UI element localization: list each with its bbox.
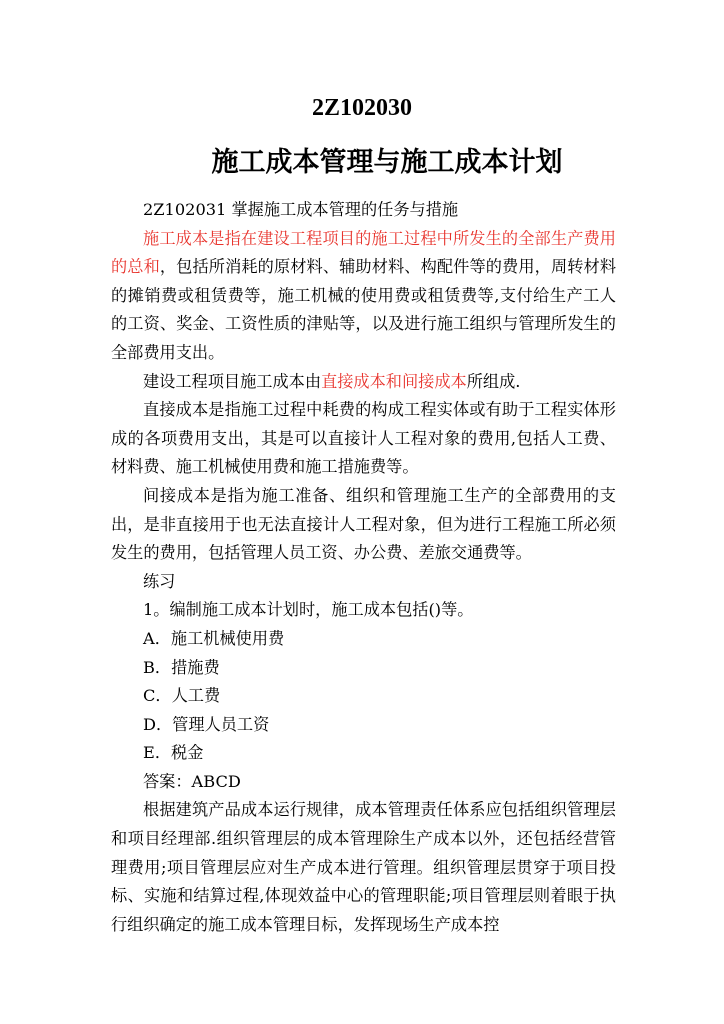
section-heading: 2Z102031 掌握施工成本管理的任务与措施 — [143, 200, 459, 219]
exercise-label: 练习 — [143, 571, 176, 591]
option-d: D．管理人员工资 — [143, 714, 270, 734]
option-c: C．人工费 — [143, 686, 221, 706]
paragraph-text: 建设工程项目施工成本由 — [143, 371, 322, 391]
option-a: A．施工机械使用费 — [143, 628, 285, 648]
exercise-question: 1。编制施工成本计划时，施工成本包括()等。 — [143, 600, 474, 620]
highlighted-cost-types: 直接成本和间接成本 — [321, 371, 467, 391]
section-code-title: 2Z102030 — [311, 95, 412, 121]
page-title: 施工成本管理与施工成本计划 — [211, 147, 563, 178]
paragraph-responsibility-system: 根据建筑产品成本运行规律，成本管理责任体系应包括组织管理层和项目经理部.组织管理层的成本管理除生产成本以外，还包括经营管理费用;项目管理层应对生产成本进行管理。组织管理层贯穿于项目投标、实施和结算过程,体现效益中心的管理职能;项目管理层则着眼于执行组织确定的施工成本管理目标，发挥现场生产成本控 — [111, 800, 616, 934]
paragraph-cost-composition — [111, 368, 616, 397]
paragraph-indirect-cost: 间接成本是指为施工准备、组织和管理施工生产的全部费用的支出，是非直接用于也无法直接计人工程对象，但为进行工程施工所必须发生的费用，包括管理人员工资、办公费、差旅交通费等。 — [111, 485, 616, 563]
body-text — [111, 196, 616, 939]
option-b: B．措施费 — [143, 657, 220, 677]
paragraph-text: ，包括所消耗的原材料、辅助材料、构配件等的费用，周转材料的摊销费或租赁费等，施工机械的使用费或租赁费等,支付给生产工人的工资、奖金、工资性质的津贴等，以及进行施工组织与管理所发生的全部费用支出。 — [111, 257, 617, 362]
paragraph-text: 所组成. — [466, 371, 521, 391]
paragraph-direct-cost: 直接成本是指施工过程中耗费的构成工程实体或有助于工程实体形成的各项费用支出，其是可以直接计人工程对象的费用,包括人工费、材料费、施工机械使用费和施工措施费等。 — [111, 400, 616, 477]
highlighted-definition: 施工成本是指在建设工程项目的施工过程中所发生的全部生产费用的总和 — [111, 228, 616, 277]
answer-line: 答案：ABCD — [143, 771, 241, 791]
paragraph-construction-cost-definition — [111, 225, 616, 368]
option-e: E．税金 — [143, 743, 204, 763]
